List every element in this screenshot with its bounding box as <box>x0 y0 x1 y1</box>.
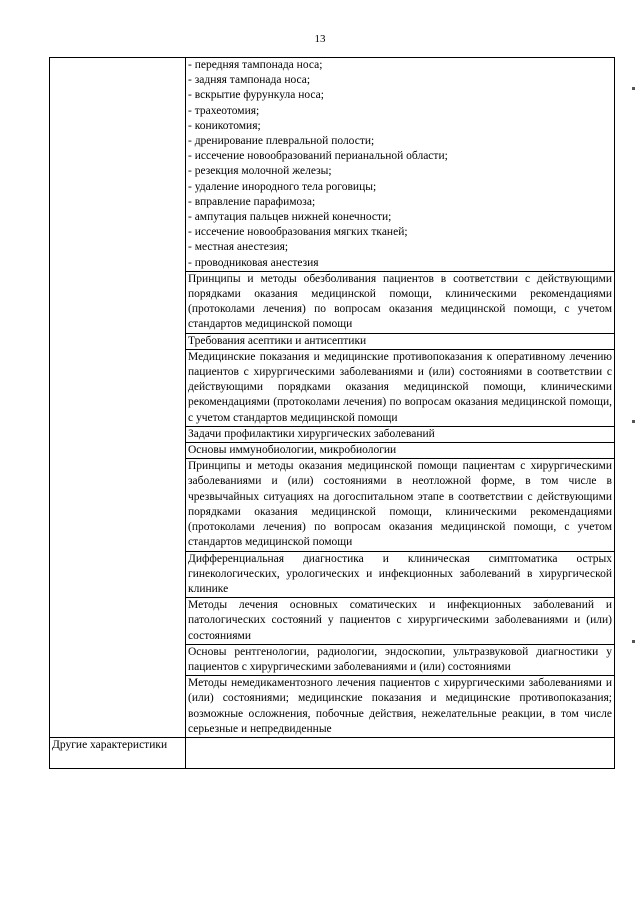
row-label-cell <box>50 58 186 738</box>
requirements-table <box>49 57 615 769</box>
knowledge-item: Методы немедикаментозного лечения пациентов с хирургическими заболеваниями и (или) состояниями; медицинские показания и медицинские противопоказания; возможные осложнения, побочные действия, нежелательные реакции, в том числе серьезные и непредвиденные <box>186 676 615 738</box>
knowledge-item: Основы иммунобиологии, микробиологии <box>186 443 615 459</box>
knowledge-item: Принципы и методы обезболивания пациентов в соответствии с действующими порядками оказания медицинской помощи, клиническими рекомендациями (протоколами лечения) по вопросам оказания медицинской помощи, с учетом стандартов медицинской помощи <box>186 271 615 333</box>
list-item: - иссечение новообразования мягких тканей; <box>188 226 408 239</box>
list-item: - резекция молочной железы; <box>188 165 332 178</box>
list-item: - ампутация пальцев нижней конечности; <box>188 211 392 224</box>
list-item: - передняя тампонада носа; <box>188 59 323 71</box>
table-row <box>50 58 615 272</box>
knowledge-item: Задачи профилактики хирургических заболеваний <box>186 426 615 442</box>
edge-mark <box>632 420 635 423</box>
edge-mark <box>632 640 635 643</box>
knowledge-item: Требования асептики и антисептики <box>186 333 615 349</box>
procedures-list-cell <box>186 58 615 272</box>
other-characteristics-label: Другие характеристики <box>50 737 186 768</box>
list-item: - проводниковая анестезия <box>188 256 319 269</box>
list-item: - дренирование плевральной полости; <box>188 135 375 148</box>
list-item: - задняя тампонада носа; <box>188 74 311 87</box>
knowledge-item: Медицинские показания и медицинские противопоказания к оперативному лечению пациентов с хирургическими заболеваниями и (или) состояниями в соответствии с действующими порядками оказания медицинской помощи, клиническими рекомендациями (протоколами лечения) по вопросам оказания медицинской помощи, с учетом стандартов медицинской помощи <box>186 349 615 426</box>
list-item: - местная анестезия; <box>188 241 289 254</box>
knowledge-item: Методы лечения основных соматических и инфекционных заболеваний и патологических состояний у пациентов с хирургическими заболеваниями и (или) состояниями <box>186 598 615 645</box>
page-number: 13 <box>314 33 326 45</box>
table-row <box>50 737 615 768</box>
knowledge-item: Основы рентгенологии, радиологии, эндоскопии, ультразвуковой диагностики у пациентов с хирургическими заболеваниями и (или) состояниями <box>186 644 615 675</box>
knowledge-item: Дифференциальная диагностика и клиническая симптоматика острых гинекологических, урологических и инфекционных заболеваний в хирургической клинике <box>186 551 615 598</box>
other-characteristics-value <box>186 737 615 768</box>
list-item: - коникотомия; <box>188 119 261 132</box>
list-item: - удаление инородного тела роговицы; <box>188 180 377 193</box>
list-item: - вправление парафимоза; <box>188 195 316 208</box>
list-item: - трахеотомия; <box>188 104 260 117</box>
edge-mark <box>632 87 635 90</box>
list-item: - иссечение новообразований перианальной области; <box>188 150 448 163</box>
list-item: - вскрытие фурункула носа; <box>188 89 324 102</box>
knowledge-item: Принципы и методы оказания медицинской помощи пациентам с хирургическими заболеваниями и (или) состояниями в неотложной форме, в том числе в чрезвычайных ситуациях на догоспитальном этапе в соответствии с действующими порядками оказания медицинской помощи, клиническими рекомендациями (протоколами лечения) по вопросам оказания медицинской помощи, с учетом стандартов медицинской помощи <box>186 459 615 551</box>
